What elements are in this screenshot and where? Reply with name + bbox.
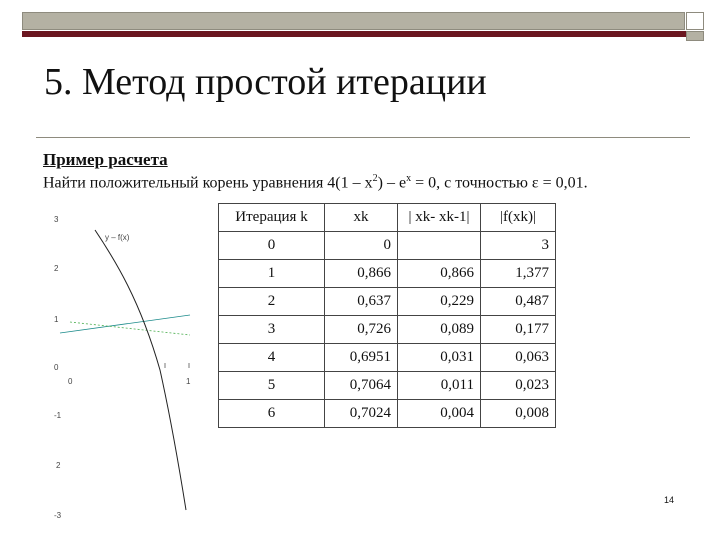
cell-k: 5 [219, 372, 325, 400]
cell-fx: 3 [481, 232, 556, 260]
table-row [219, 232, 556, 260]
task-mid: ) – e [377, 174, 407, 192]
cell-xk: 0,7024 [325, 400, 398, 428]
cell-delta: 0,031 [398, 344, 481, 372]
example-heading: Пример расчета [43, 150, 168, 169]
x-tick-1: 1 [186, 377, 191, 386]
cell-delta [398, 232, 481, 260]
cell-delta: 0,089 [398, 316, 481, 344]
header-delta: | xk- xk-1| [398, 204, 481, 232]
cell-k: 4 [219, 344, 325, 372]
corner-decor-fill [686, 31, 704, 41]
cell-k: 0 [219, 232, 325, 260]
table-row [219, 372, 556, 400]
diagonal-line [60, 315, 190, 333]
table-row [219, 316, 556, 344]
cell-fx: 1,377 [481, 260, 556, 288]
slide-title: 5. Метод простой итерации [44, 61, 487, 103]
page-number: 14 [664, 495, 675, 505]
iteration-line [70, 322, 190, 335]
cell-xk: 0 [325, 232, 398, 260]
function-plot [40, 205, 210, 520]
title-divider [36, 137, 690, 138]
y-tick-1: 1 [54, 315, 59, 324]
cell-xk: 0,637 [325, 288, 398, 316]
cell-delta: 0,866 [398, 260, 481, 288]
y-tick-neg1: -1 [54, 411, 62, 420]
task-sup-power: 2 [372, 173, 378, 184]
cell-xk: 0,7064 [325, 372, 398, 400]
accent-bar [22, 31, 687, 37]
corner-decor-box [686, 12, 704, 30]
y-tick-neg3: -3 [54, 511, 62, 520]
task-statement [43, 173, 588, 192]
table-row [219, 260, 556, 288]
table-row [219, 400, 556, 428]
cell-k: 6 [219, 400, 325, 428]
iteration-table [218, 203, 556, 428]
table-header-row [219, 204, 556, 232]
cell-xk: 0,866 [325, 260, 398, 288]
cell-delta: 0,011 [398, 372, 481, 400]
cell-fx: 0,023 [481, 372, 556, 400]
cell-k: 2 [219, 288, 325, 316]
header-iteration: Итерация k [219, 204, 325, 232]
cell-k: 3 [219, 316, 325, 344]
task-prefix: Найти положительный корень уравнения 4(1 – x [43, 174, 373, 192]
table-row [219, 288, 556, 316]
cell-xk: 0,726 [325, 316, 398, 344]
cell-k: 1 [219, 260, 325, 288]
y-tick-2: 2 [54, 264, 59, 273]
y-tick-neg2: 2 [56, 461, 61, 470]
task-suffix: = 0, с точностью ε = 0,01. [411, 174, 588, 192]
cell-fx: 0,063 [481, 344, 556, 372]
cell-xk: 0,6951 [325, 344, 398, 372]
top-decor-bar [22, 12, 685, 30]
task-sup-exp: x [406, 173, 412, 184]
header-xk: xk [325, 204, 398, 232]
cell-delta: 0,004 [398, 400, 481, 428]
y-tick-3: 3 [54, 215, 59, 224]
cell-fx: 0,487 [481, 288, 556, 316]
function-curve [95, 230, 186, 510]
cell-delta: 0,229 [398, 288, 481, 316]
table-row [219, 344, 556, 372]
curve-label: y – f(x) [105, 233, 130, 242]
cell-fx: 0,177 [481, 316, 556, 344]
x-tick-0: 0 [68, 377, 73, 386]
y-tick-0: 0 [54, 363, 59, 372]
header-fx: |f(xk)| [481, 204, 556, 232]
cell-fx: 0,008 [481, 400, 556, 428]
